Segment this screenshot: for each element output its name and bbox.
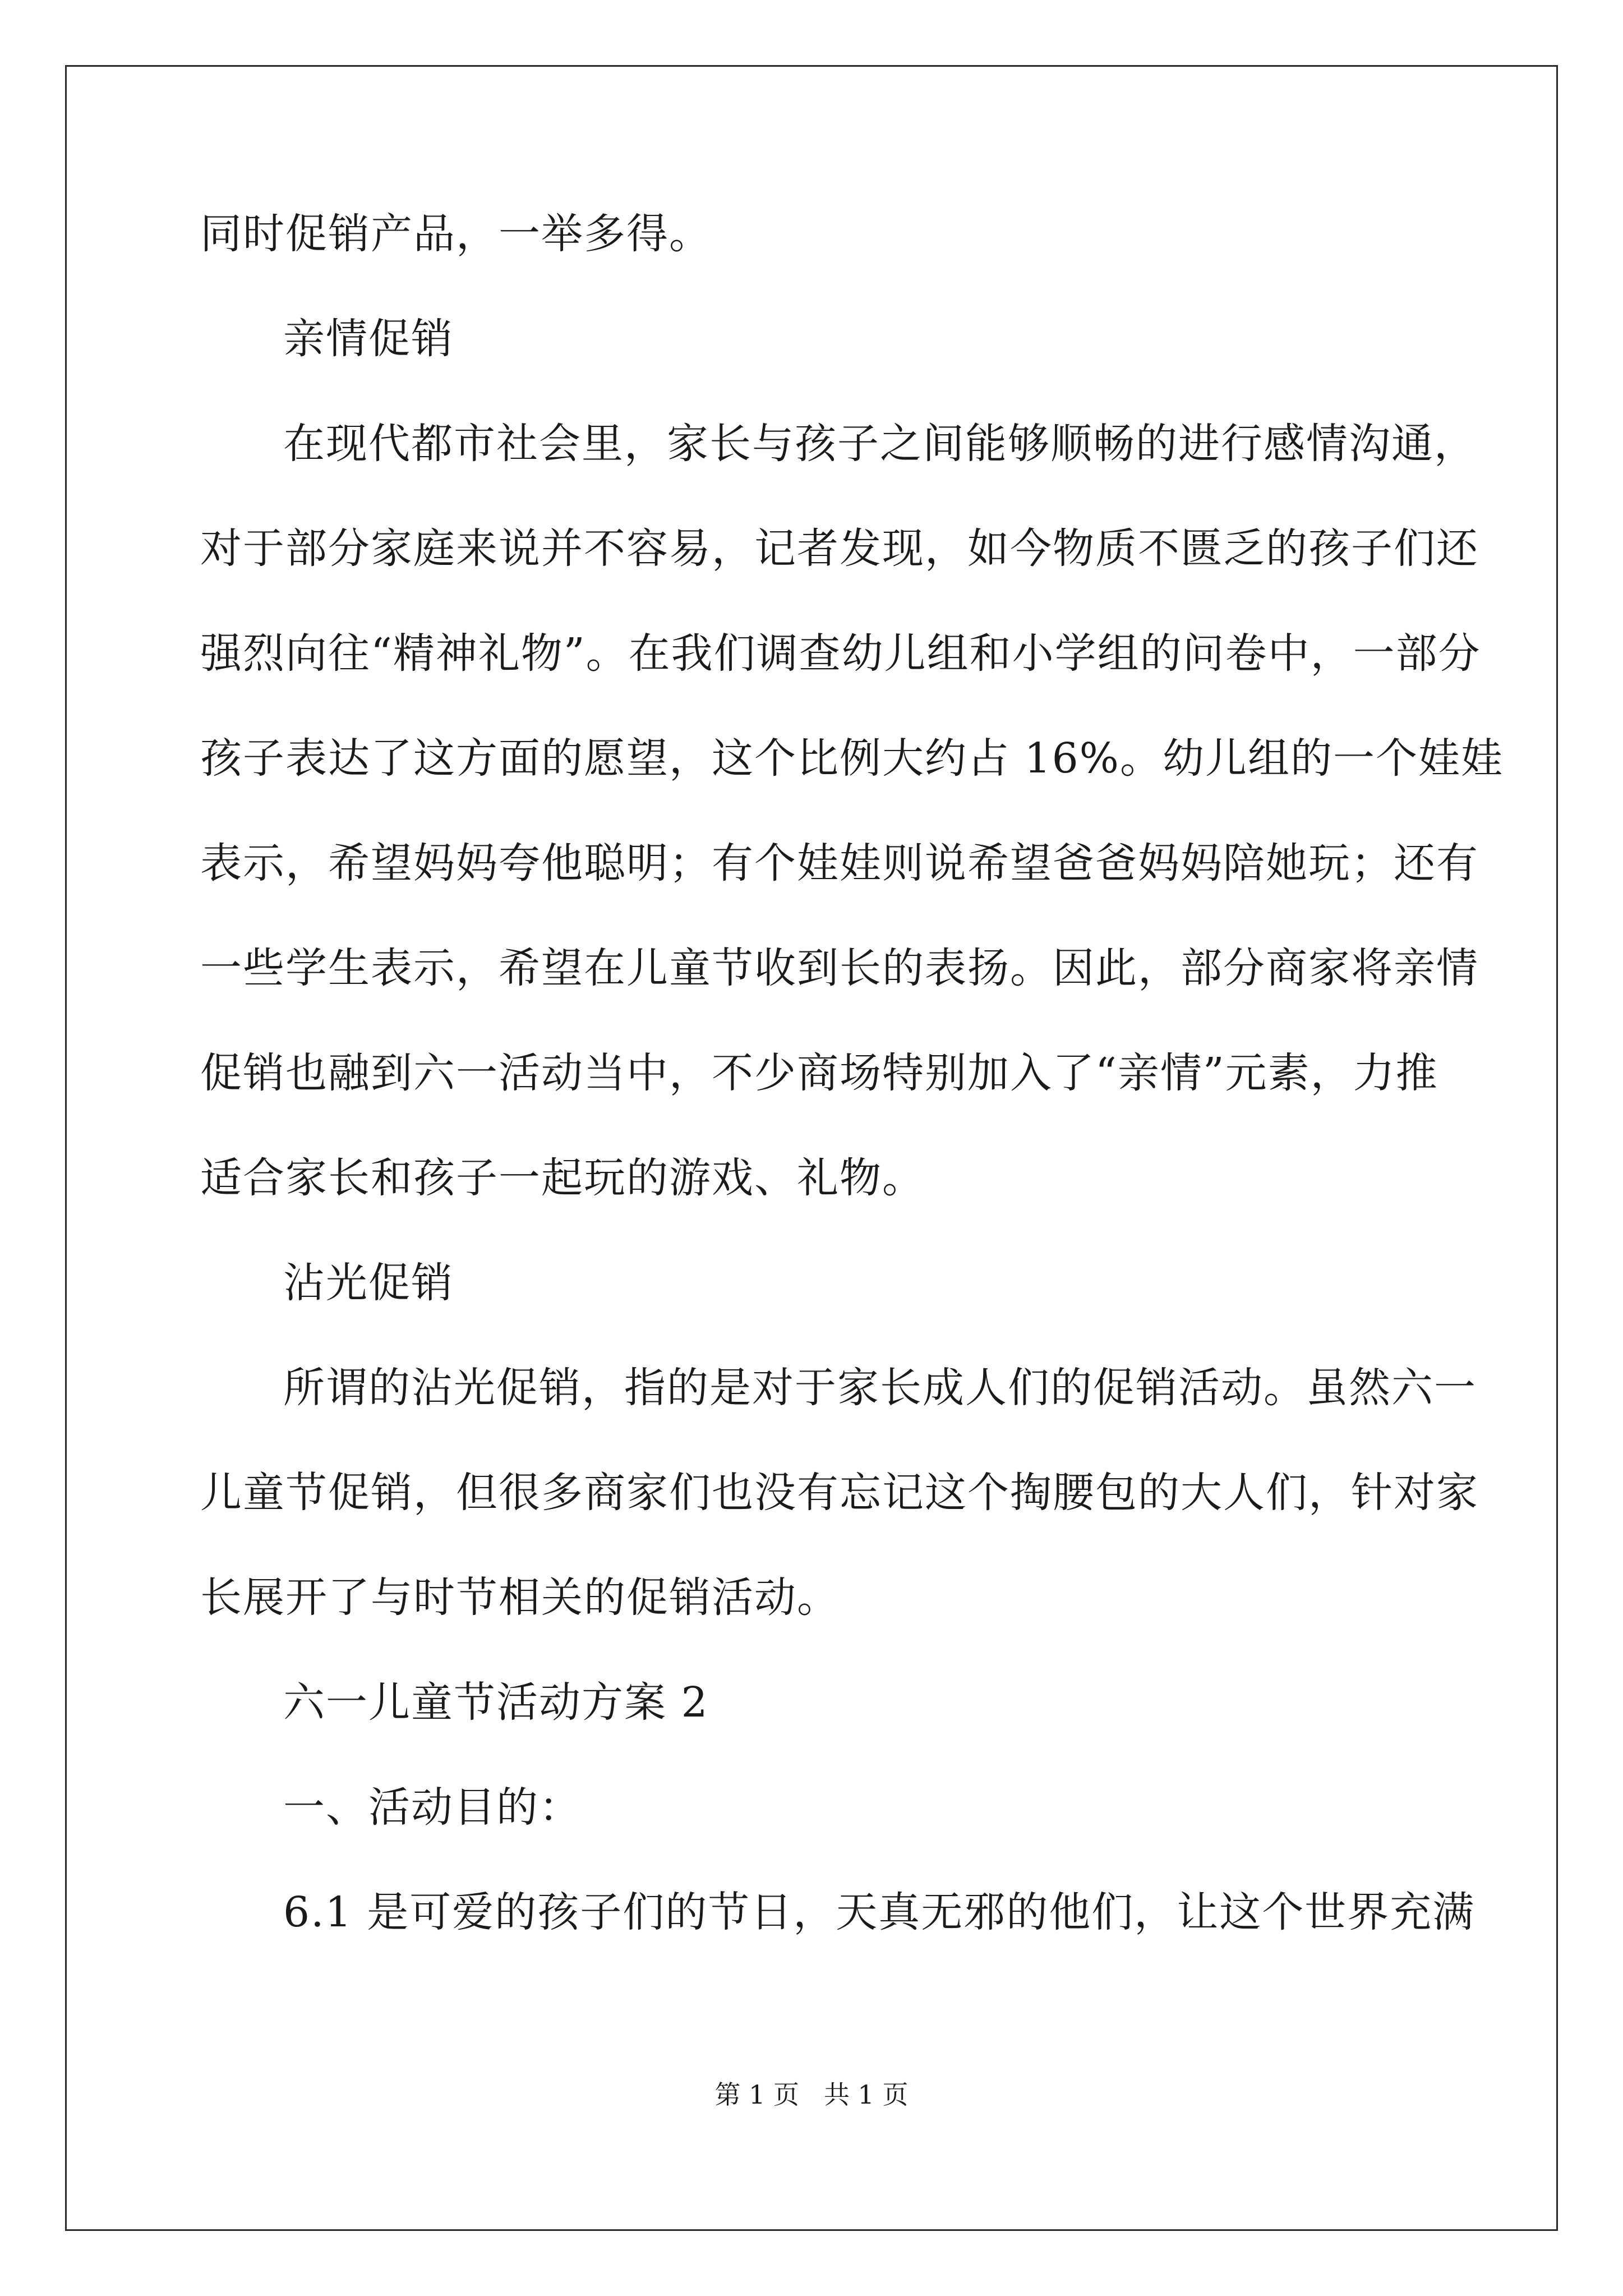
section-heading: 六一儿童节活动方案 2 [283,1678,709,1727]
section-heading: 沾光促销 [283,1259,454,1307]
paragraph-line: 对于部分家庭来说并不容易，记者发现，如今物质不匮乏的孩子们还 [200,524,1479,573]
paragraph-line: 在现代都市社会里，家长与孩子之间能够顺畅的进行感情沟通， [283,420,1477,468]
paragraph-line: 所谓的沾光促销，指的是对于家长成人们的促销活动。虽然六一 [283,1364,1477,1412]
section-heading: 一、活动目的： [283,1783,582,1832]
paragraph-line: 长展开了与时节相关的促销活动。 [200,1573,840,1622]
paragraph-line: 强烈向往“精神礼物”。在我们调查幼儿组和小学组的问卷中，一部分 [200,629,1481,678]
document-body [200,208,1504,1991]
paragraph-line: 适合家长和孩子一起玩的游戏、礼物。 [200,1154,925,1202]
paragraph-line: 6.1 是可爱的孩子们的节日，天真无邪的他们，让这个世界充满 [283,1888,1476,1936]
section-heading: 亲情促销 [283,315,454,363]
paragraph-line: 同时促销产品，一举多得。 [200,210,712,258]
paragraph-line: 表示，希望妈妈夸他聪明；有个娃娃则说希望爸爸妈妈陪她玩；还有 [200,839,1479,887]
page-footer [0,2078,1623,2111]
paragraph-line: 孩子表达了这方面的愿望，这个比例大约占 16%。幼儿组的一个娃娃 [200,734,1504,783]
page-total: 共 1 页 [823,2079,909,2110]
paragraph-line: 一些学生表示，希望在儿童节收到长的表扬。因此，部分商家将亲情 [200,944,1479,992]
paragraph-line: 促销也融到六一活动当中，不少商场特别加入了“亲情”元素，力推 [200,1049,1438,1097]
paragraph-line: 儿童节促销，但很多商家们也没有忘记这个掏腰包的大人们，针对家 [200,1469,1479,1517]
page-number: 第 1 页 [714,2079,800,2110]
